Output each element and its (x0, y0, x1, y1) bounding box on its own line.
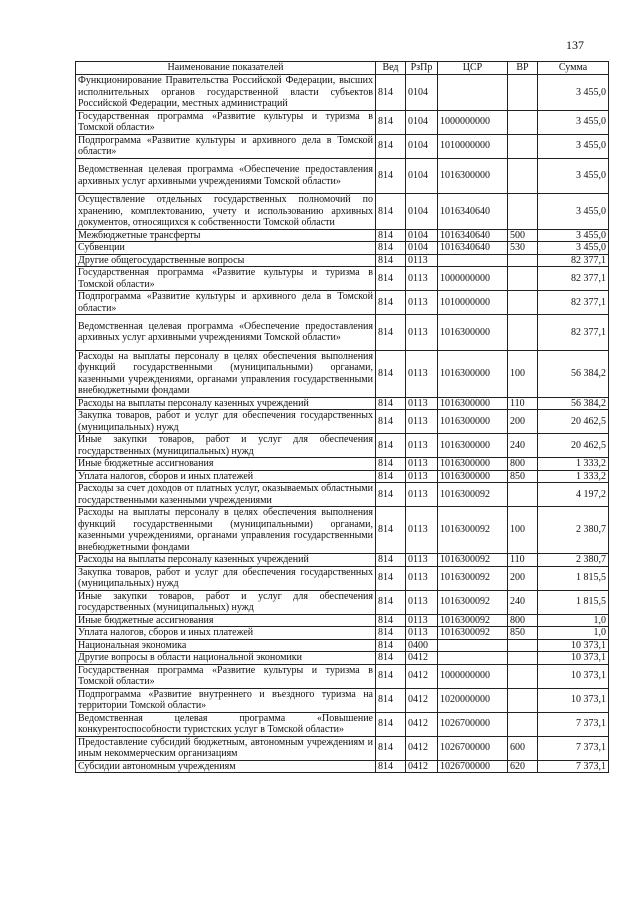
row-name-cell: Иные закупки товаров, работ и услуг для обеспечения государственных (муниципальных) нужд (76, 590, 376, 614)
row-name-cell: Государственная программа «Развитие культуры и туризма в Томской области» (76, 110, 376, 134)
csr-cell: 1016340640 (438, 229, 508, 242)
vr-cell: 100 (508, 350, 538, 397)
sum-cell: 3 455,0 (538, 229, 609, 242)
csr-cell: 1026700000 (438, 760, 508, 773)
table-row (76, 458, 609, 471)
ved-cell: 814 (376, 75, 406, 111)
table-row (76, 194, 609, 230)
ved-cell: 814 (376, 627, 406, 640)
rzpr-cell: 0412 (406, 688, 438, 712)
vr-cell: 110 (508, 397, 538, 410)
csr-cell (438, 652, 508, 665)
table-row (76, 291, 609, 315)
ved-cell: 814 (376, 267, 406, 291)
page-number: 137 (566, 38, 584, 52)
table-row (76, 315, 609, 351)
sum-cell: 2 380,7 (538, 554, 609, 567)
ved-cell: 814 (376, 229, 406, 242)
row-name-cell: Подпрограмма «Развитие внутреннего и въездного туризма на территории Томской области» (76, 688, 376, 712)
csr-cell: 1000000000 (438, 267, 508, 291)
vr-cell (508, 315, 538, 351)
vr-cell: 500 (508, 229, 538, 242)
sum-cell: 4 197,2 (538, 483, 609, 507)
sum-cell: 2 380,7 (538, 507, 609, 554)
vr-cell (508, 688, 538, 712)
csr-cell: 1016300000 (438, 434, 508, 458)
csr-cell: 1016300092 (438, 627, 508, 640)
row-name-cell: Расходы на выплаты персоналу в целях обеспечения выполнения функций государственными (муниципальными) органами, казенными учреждениями, органами управления государственными внебюджетными фондами (76, 507, 376, 554)
vr-cell: 620 (508, 760, 538, 773)
csr-cell: 1016300092 (438, 566, 508, 590)
csr-cell: 1020000000 (438, 688, 508, 712)
row-name-cell: Закупка товаров, работ и услуг для обеспечения государственных (муниципальных) нужд (76, 410, 376, 434)
table-row (76, 554, 609, 567)
sum-cell: 7 373,1 (538, 760, 609, 773)
table-row (76, 712, 609, 736)
vr-cell: 800 (508, 614, 538, 627)
rzpr-cell: 0113 (406, 315, 438, 351)
rzpr-cell: 0113 (406, 254, 438, 267)
vr-cell: 100 (508, 507, 538, 554)
sum-cell: 20 462,5 (538, 434, 609, 458)
rzpr-cell: 0412 (406, 712, 438, 736)
rzpr-cell: 0113 (406, 350, 438, 397)
sum-cell: 3 455,0 (538, 110, 609, 134)
vr-cell (508, 483, 538, 507)
ved-cell: 814 (376, 434, 406, 458)
rzpr-cell: 0104 (406, 194, 438, 230)
vr-cell (508, 110, 538, 134)
csr-cell (438, 254, 508, 267)
row-name-cell: Уплата налогов, сборов и иных платежей (76, 627, 376, 640)
vr-cell: 850 (508, 470, 538, 483)
table-row (76, 664, 609, 688)
vr-cell (508, 254, 538, 267)
row-name-cell: Иные закупки товаров, работ и услуг для обеспечения государственных (муниципальных) нужд (76, 434, 376, 458)
ved-cell: 814 (376, 194, 406, 230)
csr-cell (438, 75, 508, 111)
vr-cell: 110 (508, 554, 538, 567)
csr-cell: 1016300092 (438, 590, 508, 614)
table-row (76, 483, 609, 507)
rzpr-cell: 0412 (406, 736, 438, 760)
vr-cell (508, 194, 538, 230)
rzpr-cell: 0412 (406, 760, 438, 773)
ved-cell: 814 (376, 410, 406, 434)
table-row (76, 470, 609, 483)
sum-cell: 10 373,1 (538, 652, 609, 665)
sum-cell: 82 377,1 (538, 291, 609, 315)
ved-cell: 814 (376, 458, 406, 471)
sum-cell: 3 455,0 (538, 194, 609, 230)
table-row (76, 760, 609, 773)
sum-cell: 82 377,1 (538, 254, 609, 267)
table-row (76, 652, 609, 665)
header-rzpr: РзПр (406, 62, 438, 75)
rzpr-cell: 0113 (406, 470, 438, 483)
table-row (76, 267, 609, 291)
row-name-cell: Государственная программа «Развитие культуры и туризма в Томской области» (76, 267, 376, 291)
sum-cell: 1 333,2 (538, 458, 609, 471)
header-csr: ЦСР (438, 62, 508, 75)
row-name-cell: Закупка товаров, работ и услуг для обеспечения государственных (муниципальных) нужд (76, 566, 376, 590)
table-header-row (76, 62, 609, 75)
sum-cell: 1 815,5 (538, 566, 609, 590)
rzpr-cell: 0104 (406, 242, 438, 255)
table-row (76, 736, 609, 760)
csr-cell: 1000000000 (438, 664, 508, 688)
row-name-cell: Государственная программа «Развитие культуры и туризма в Томской области» (76, 664, 376, 688)
ved-cell: 814 (376, 554, 406, 567)
rzpr-cell: 0113 (406, 483, 438, 507)
vr-cell (508, 291, 538, 315)
row-name-cell: Иные бюджетные ассигнования (76, 614, 376, 627)
ved-cell: 814 (376, 736, 406, 760)
rzpr-cell: 0113 (406, 554, 438, 567)
csr-cell: 1000000000 (438, 110, 508, 134)
sum-cell: 20 462,5 (538, 410, 609, 434)
ved-cell: 814 (376, 315, 406, 351)
rzpr-cell: 0113 (406, 410, 438, 434)
row-name-cell: Расходы за счет доходов от платных услуг, оказываемых областными государственными казенными учреждениями (76, 483, 376, 507)
sum-cell: 3 455,0 (538, 158, 609, 194)
row-name-cell: Межбюджетные трансферты (76, 229, 376, 242)
ved-cell: 814 (376, 134, 406, 158)
header-name: Наименование показателей (76, 62, 376, 75)
csr-cell: 1016300000 (438, 410, 508, 434)
csr-cell: 1016300092 (438, 554, 508, 567)
ved-cell: 814 (376, 507, 406, 554)
row-name-cell: Субсидии автономным учреждениям (76, 760, 376, 773)
row-name-cell: Предоставление субсидий бюджетным, автономным учреждениям и иным некоммерческим организациям (76, 736, 376, 760)
rzpr-cell: 0104 (406, 110, 438, 134)
sum-cell: 82 377,1 (538, 315, 609, 351)
vr-cell (508, 158, 538, 194)
row-name-cell: Другие общегосударственные вопросы (76, 254, 376, 267)
sum-cell: 3 455,0 (538, 75, 609, 111)
ved-cell: 814 (376, 760, 406, 773)
row-name-cell: Ведомственная целевая программа «Повышение конкурентоспособности туристских услуг в Томской области» (76, 712, 376, 736)
csr-cell: 1026700000 (438, 736, 508, 760)
csr-cell: 1016300092 (438, 507, 508, 554)
sum-cell: 7 373,1 (538, 736, 609, 760)
vr-cell (508, 712, 538, 736)
vr-cell (508, 652, 538, 665)
header-vr: ВР (508, 62, 538, 75)
ved-cell: 814 (376, 242, 406, 255)
rzpr-cell: 0113 (406, 566, 438, 590)
csr-cell: 1016300000 (438, 350, 508, 397)
row-name-cell: Ведомственная целевая программа «Обеспечение предоставления архивных услуг архивными учреждениями Томской области» (76, 315, 376, 351)
row-name-cell: Национальная экономика (76, 639, 376, 652)
vr-cell: 200 (508, 410, 538, 434)
csr-cell: 1016300000 (438, 397, 508, 410)
csr-cell: 1010000000 (438, 134, 508, 158)
sum-cell: 10 373,1 (538, 639, 609, 652)
sum-cell: 7 373,1 (538, 712, 609, 736)
rzpr-cell: 0412 (406, 652, 438, 665)
csr-cell: 1016340640 (438, 194, 508, 230)
csr-cell (438, 639, 508, 652)
table-row (76, 397, 609, 410)
ved-cell: 814 (376, 254, 406, 267)
sum-cell: 10 373,1 (538, 664, 609, 688)
row-name-cell: Расходы на выплаты персоналу казенных учреждений (76, 397, 376, 410)
row-name-cell: Ведомственная целевая программа «Обеспечение предоставления архивных услуг архивными учреждениями Томской области» (76, 158, 376, 194)
row-name-cell: Подпрограмма «Развитие культуры и архивного дела в Томской области» (76, 134, 376, 158)
table-row (76, 254, 609, 267)
table-row (76, 639, 609, 652)
table-row (76, 590, 609, 614)
sum-cell: 1 815,5 (538, 590, 609, 614)
header-ved: Вед (376, 62, 406, 75)
rzpr-cell: 0113 (406, 614, 438, 627)
row-name-cell: Расходы на выплаты персоналу казенных учреждений (76, 554, 376, 567)
vr-cell: 850 (508, 627, 538, 640)
rzpr-cell: 0113 (406, 434, 438, 458)
rzpr-cell: 0113 (406, 627, 438, 640)
ved-cell: 814 (376, 712, 406, 736)
row-name-cell: Иные бюджетные ассигнования (76, 458, 376, 471)
sum-cell: 3 455,0 (538, 134, 609, 158)
table-row (76, 566, 609, 590)
vr-cell (508, 639, 538, 652)
vr-cell: 600 (508, 736, 538, 760)
csr-cell: 1016300092 (438, 614, 508, 627)
csr-cell: 1016300000 (438, 458, 508, 471)
vr-cell (508, 664, 538, 688)
sum-cell: 10 373,1 (538, 688, 609, 712)
ved-cell: 814 (376, 566, 406, 590)
csr-cell: 1016300000 (438, 158, 508, 194)
table-body (76, 75, 609, 773)
table-row (76, 229, 609, 242)
ved-cell: 814 (376, 291, 406, 315)
rzpr-cell: 0113 (406, 458, 438, 471)
row-name-cell: Расходы на выплаты персоналу в целях обеспечения выполнения функций государственными (муниципальными) органами, казенными учреждениями, органами управления государственными внебюджетными фондами (76, 350, 376, 397)
sum-cell: 1,0 (538, 627, 609, 640)
table-row (76, 434, 609, 458)
rzpr-cell: 0113 (406, 590, 438, 614)
table-row (76, 614, 609, 627)
rzpr-cell: 0104 (406, 229, 438, 242)
ved-cell: 814 (376, 590, 406, 614)
sum-cell: 1,0 (538, 614, 609, 627)
sum-cell: 56 384,2 (538, 350, 609, 397)
table-row (76, 110, 609, 134)
vr-cell: 240 (508, 434, 538, 458)
ved-cell: 814 (376, 688, 406, 712)
row-name-cell: Другие вопросы в области национальной экономики (76, 652, 376, 665)
vr-cell: 240 (508, 590, 538, 614)
row-name-cell: Функционирование Правительства Российской Федерации, высших исполнительных органов государственной власти субъектов Российской Федерации, местных администраций (76, 75, 376, 111)
sum-cell: 3 455,0 (538, 242, 609, 255)
table-row (76, 410, 609, 434)
ved-cell: 814 (376, 614, 406, 627)
csr-cell: 1016300092 (438, 483, 508, 507)
table-row (76, 688, 609, 712)
vr-cell (508, 267, 538, 291)
rzpr-cell: 0412 (406, 664, 438, 688)
sum-cell: 1 333,2 (538, 470, 609, 483)
rzpr-cell: 0104 (406, 75, 438, 111)
rzpr-cell: 0113 (406, 397, 438, 410)
table-row (76, 627, 609, 640)
row-name-cell: Субвенции (76, 242, 376, 255)
rzpr-cell: 0104 (406, 158, 438, 194)
table-row (76, 507, 609, 554)
rzpr-cell: 0113 (406, 267, 438, 291)
csr-cell: 1016300000 (438, 470, 508, 483)
csr-cell: 1016340640 (438, 242, 508, 255)
table-row (76, 158, 609, 194)
csr-cell: 1010000000 (438, 291, 508, 315)
sum-cell: 82 377,1 (538, 267, 609, 291)
rzpr-cell: 0104 (406, 134, 438, 158)
table-row (76, 350, 609, 397)
ved-cell: 814 (376, 664, 406, 688)
rzpr-cell: 0400 (406, 639, 438, 652)
ved-cell: 814 (376, 470, 406, 483)
budget-table (75, 61, 609, 773)
ved-cell: 814 (376, 350, 406, 397)
header-sum: Сумма (538, 62, 609, 75)
csr-cell: 1026700000 (438, 712, 508, 736)
rzpr-cell: 0113 (406, 507, 438, 554)
row-name-cell: Осуществление отдельных государственных полномочий по хранению, комплектованию, учету и использованию архивных документов, относящихся к собственности Томской области (76, 194, 376, 230)
ved-cell: 814 (376, 397, 406, 410)
vr-cell (508, 134, 538, 158)
csr-cell: 1016300000 (438, 315, 508, 351)
sum-cell: 56 384,2 (538, 397, 609, 410)
ved-cell: 814 (376, 652, 406, 665)
vr-cell: 800 (508, 458, 538, 471)
rzpr-cell: 0113 (406, 291, 438, 315)
vr-cell (508, 75, 538, 111)
row-name-cell: Подпрограмма «Развитие культуры и архивного дела в Томской области» (76, 291, 376, 315)
ved-cell: 814 (376, 483, 406, 507)
table-row (76, 242, 609, 255)
table-row (76, 75, 609, 111)
vr-cell: 530 (508, 242, 538, 255)
table-row (76, 134, 609, 158)
ved-cell: 814 (376, 639, 406, 652)
ved-cell: 814 (376, 110, 406, 134)
row-name-cell: Уплата налогов, сборов и иных платежей (76, 470, 376, 483)
ved-cell: 814 (376, 158, 406, 194)
vr-cell: 200 (508, 566, 538, 590)
